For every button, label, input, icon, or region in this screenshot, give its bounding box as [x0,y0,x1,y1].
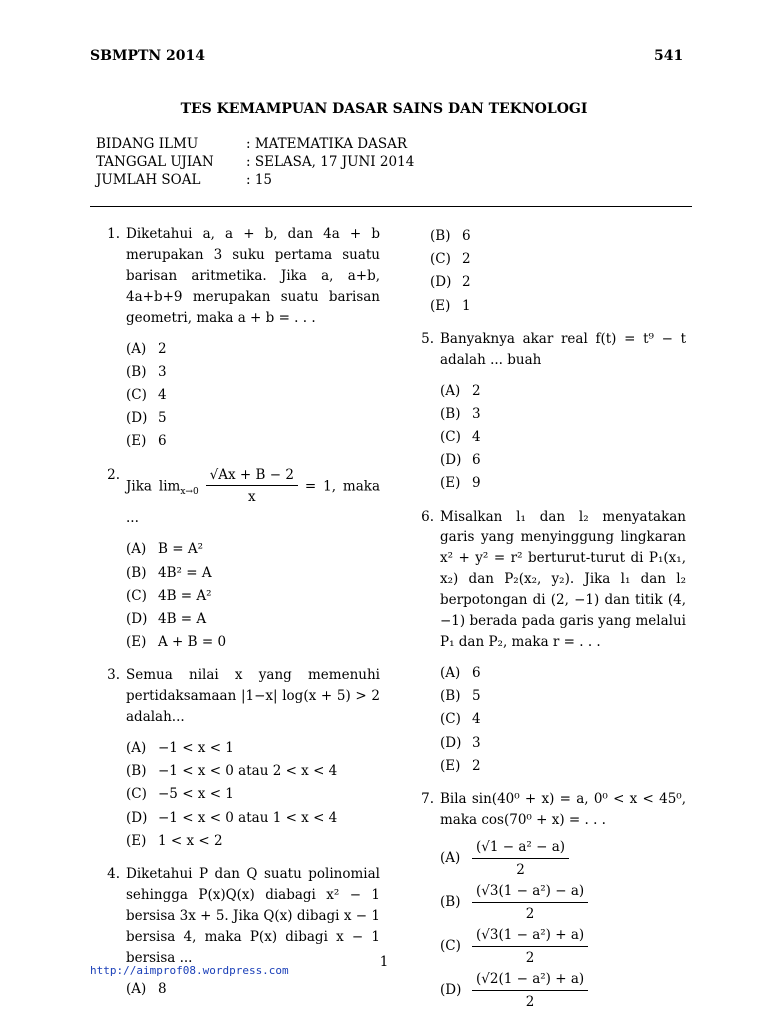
option-b[interactable]: (B) $\frac{\text{(√3(1 − a²) − a)}}{2}$ [440,881,686,925]
question-3 [96,665,380,854]
question-number: 3. [107,667,120,684]
question-stem: Diketahui a, a + b, dan 4a + b merupakan 3 suku pertama suatu barisan aritmetika. Jika a, a+b, 4a+b+9 merupakan suatu barisan geometri, maka a + b = . . . [126,226,380,326]
option-d[interactable]: (D) 6 [440,452,481,469]
option-list [440,381,686,497]
source-link[interactable]: http://aimprof08.wordpress.com [90,964,289,977]
question-2 [96,465,380,656]
option-e[interactable]: (E) 2 [440,757,481,774]
option-e[interactable]: (E) A + B = 0 [126,634,227,651]
question-number: 6. [421,508,434,525]
question-4-continued-options [430,226,686,319]
option-c[interactable]: (C) 4 [440,711,481,728]
question-stem: Semua nilai x yang memenuhi pertidaksamaan |1−x| log(x + 5) > 2 adalah... [126,667,380,726]
option-c[interactable]: (C) 4 [126,386,167,403]
option-c[interactable]: (C) $\frac{\text{(√3(1 − a²) + a)}}{2}$ [440,925,686,969]
option-b[interactable]: (B) 3 [126,363,167,380]
option-d[interactable]: (D) 2 [430,274,471,291]
question-number: 4. [107,865,120,882]
option-e[interactable]: (E) 1 [430,297,471,314]
question-number: 2. [107,466,120,483]
option-e[interactable]: (E) 1 < x < 2 [126,832,223,849]
option-list [440,663,686,779]
option-list [440,837,686,1013]
option-d[interactable]: (D) −1 < x < 0 atau 1 < x < 4 [126,809,338,826]
left-column [96,224,380,1012]
header-divider [90,206,692,207]
option-a[interactable]: (A) 8 [126,980,167,997]
option-list [126,738,380,854]
question-number: 7. [421,790,434,807]
option-a[interactable]: (A) 2 [126,340,167,357]
option-a[interactable]: (A) $\frac{\text{(√1 − a² − a)}}{2}$ [440,837,686,881]
question-stem: Misalkan l₁ dan l₂ menyatakan garis yang menyinggung lingkaran x² + y² = r² berturut-turut di P₁(x₁, x₂) dan P₂(x₂, y₂). Jika l₁ dan l₂ berpotongan di (2, −1) dan titik (4, −1) berada pada garis yang melalui P₁ dan P₂, maka r = . . . [440,508,686,651]
question-number: 5. [421,330,434,347]
meta-value-date: : SELASA, 17 JUNI 2014 [246,154,415,170]
option-a[interactable]: (A) −1 < x < 1 [126,740,234,757]
option-a[interactable]: (A) 2 [440,382,481,399]
meta-label-date: TANGGAL UJIAN [96,154,214,170]
option-b[interactable]: (B) −1 < x < 0 atau 2 < x < 4 [126,763,338,780]
meta-label-subject: BIDANG ILMU [96,136,199,152]
option-e[interactable]: (E) 9 [440,475,481,492]
question-6 [410,507,686,779]
option-list [126,979,380,1002]
exam-code: 541 [654,48,684,64]
question-stem: Diketahui P dan Q suatu polinomial sehingga P(x)Q(x) diabagi x² − 1 bersisa 3x + 5. Jika Q(x) dibagi x − 1 bersisa 4, maka P(x) dibagi x − 1 bersisa ... [126,865,380,966]
option-c[interactable]: (C) −5 < x < 1 [126,786,234,803]
option-d[interactable]: (D) 5 [126,410,167,427]
option-b[interactable]: (B) 5 [440,688,481,705]
exam-name: SBMPTN 2014 [90,48,206,64]
option-c[interactable]: (C) 4B = A² [126,587,212,604]
meta-value-count: : 15 [246,172,273,188]
option-d[interactable]: (D) 3 [440,734,481,751]
question-1 [96,224,380,455]
meta-label-count: JUMLAH SOAL [96,172,201,188]
option-list [126,339,380,455]
right-column [410,226,686,1023]
limit-fraction: $\frac{√Ax + B - 2}{x}$ [206,465,298,509]
question-5 [410,329,686,497]
page-number: 1 [379,954,389,970]
option-c[interactable]: (C) 2 [430,251,471,268]
option-b[interactable]: (B) 3 [440,405,481,422]
question-number: 1. [107,226,120,242]
question-stem: Banyaknya akar real f(t) = t⁹ − t adalah ... buah [440,330,686,368]
option-list [126,539,380,655]
option-d[interactable]: (D) 4B = A [126,610,207,627]
option-a[interactable]: (A) B = A² [126,541,203,558]
question-stem: Jika $\lim_{x\to 0}$ $\frac{√Ax + B - 2}{x}$ = 1, maka ... [126,466,381,527]
option-b[interactable]: (B) 4B² = A [126,564,212,581]
option-a[interactable]: (A) 6 [440,664,481,681]
question-stem: Bila sin(40⁰ + x) = a, 0⁰ < x < 45⁰, maka cos(70⁰ + x) = . . . [440,790,686,828]
option-e[interactable]: (E) 6 [126,433,167,450]
question-7 [410,789,686,1013]
option-b[interactable]: (B) 6 [430,228,471,244]
option-c[interactable]: (C) 4 [440,428,481,445]
question-4 [96,864,380,1002]
document-title: TES KEMAMPUAN DASAR SAINS DAN TEKNOLOGI [180,101,588,117]
option-d[interactable]: (D) $\frac{\text{(√2(1 − a²) + a)}}{2}$ [440,969,686,1013]
meta-value-subject: : MATEMATIKA DASAR [246,136,408,152]
